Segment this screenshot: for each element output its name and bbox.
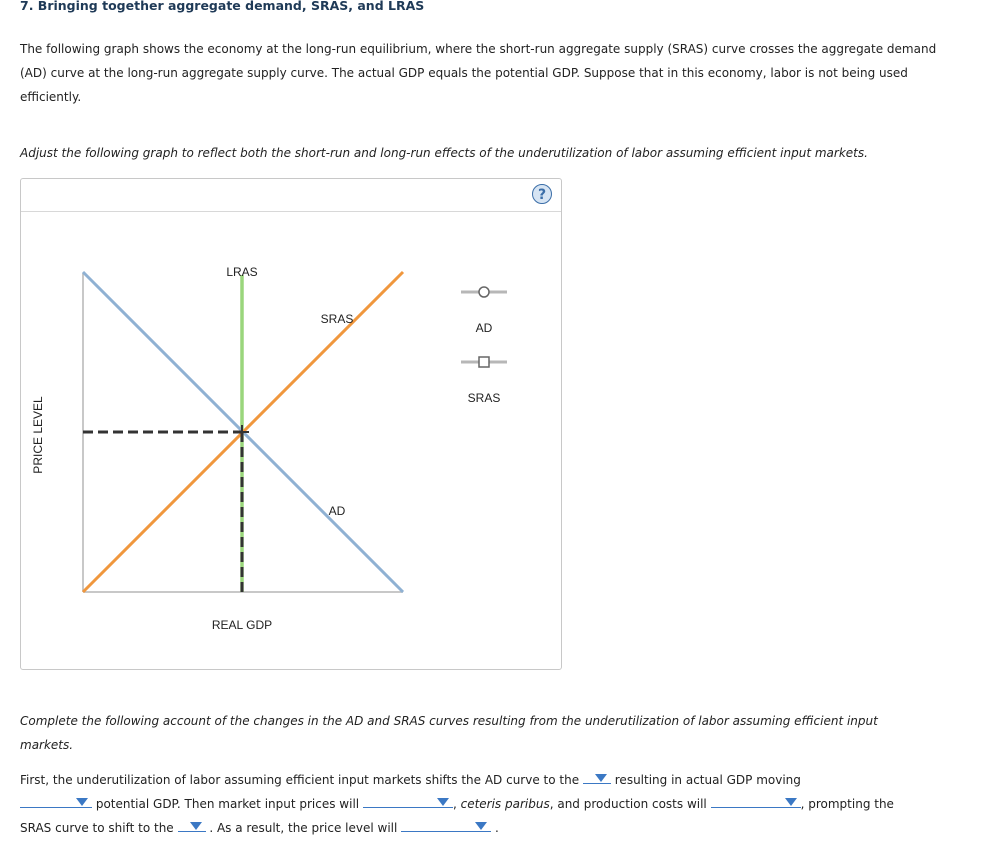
chevron-down-icon: [190, 822, 202, 830]
ad-tool[interactable]: [461, 287, 507, 335]
chevron-down-icon: [785, 798, 797, 806]
graph-canvas[interactable]: [21, 179, 561, 669]
help-icon[interactable]: ?: [532, 184, 552, 204]
account-instruction: Complete the following account of the changes in the AD and SRAS curves resulting from the underutilization of labor assuming efficient input markets.: [20, 714, 878, 752]
sras-label: SRAS: [320, 312, 354, 326]
ceteris-paribus-text: ceteris paribus: [460, 797, 550, 811]
question-title: 7. Bringing together aggregate demand, SRAS, and LRAS: [20, 0, 425, 13]
ad-label: AD: [328, 504, 346, 518]
sras-tool-label: SRAS: [467, 391, 501, 405]
chevron-down-icon: [437, 798, 449, 806]
input-prices-dropdown[interactable]: [363, 794, 453, 808]
price-level-dropdown[interactable]: [401, 818, 491, 832]
account-text-3: potential GDP. Then market input prices will: [95, 797, 360, 811]
gdp-vs-potential-dropdown[interactable]: [20, 794, 92, 808]
account-text-2: resulting in actual GDP moving: [614, 773, 801, 787]
account-text-4: ,: [452, 797, 461, 811]
sras-tool-square-icon: [479, 357, 489, 367]
graph-instruction: Adjust the following graph to reflect both the short-run and long-run effects of the underutilization of labor assuming efficient input markets.: [20, 146, 868, 160]
chevron-down-icon: [76, 798, 88, 806]
account-paragraph: [20, 768, 980, 840]
account-text-6: , prompting the: [800, 797, 894, 811]
account-text-1: First, the underutilization of labor assuming efficient input markets shifts the AD curve to the: [20, 773, 580, 787]
intro-paragraph: The following graph shows the economy at the long-run equilibrium, where the short-run aggregate supply (SRAS) curve crosses the aggregate demand (AD) curve at the long-run aggregate supply curve. The actual GDP equals the potential GDP. Suppose that in this economy, labor is not being used efficiently.: [20, 42, 937, 104]
ad-tool-label: AD: [475, 321, 493, 335]
chevron-down-icon: [595, 774, 607, 782]
account-text-5: , and production costs will: [549, 797, 707, 811]
lras-label: LRAS: [226, 265, 258, 279]
ad-shift-direction-dropdown[interactable]: [583, 770, 611, 784]
account-text-7: SRAS curve to shift to the: [20, 821, 174, 835]
sras-shift-direction-dropdown[interactable]: [178, 818, 206, 832]
sras-tool[interactable]: [461, 357, 507, 405]
account-text-8: . As a result, the price level will: [209, 821, 398, 835]
chevron-down-icon: [475, 822, 487, 830]
ad-tool-circle-icon: [479, 287, 489, 297]
account-text-9: .: [495, 821, 499, 835]
y-axis-label: PRICE LEVEL: [31, 396, 45, 474]
graph-panel: [20, 178, 562, 670]
x-axis-label: REAL GDP: [211, 618, 273, 632]
production-costs-dropdown[interactable]: [711, 794, 801, 808]
